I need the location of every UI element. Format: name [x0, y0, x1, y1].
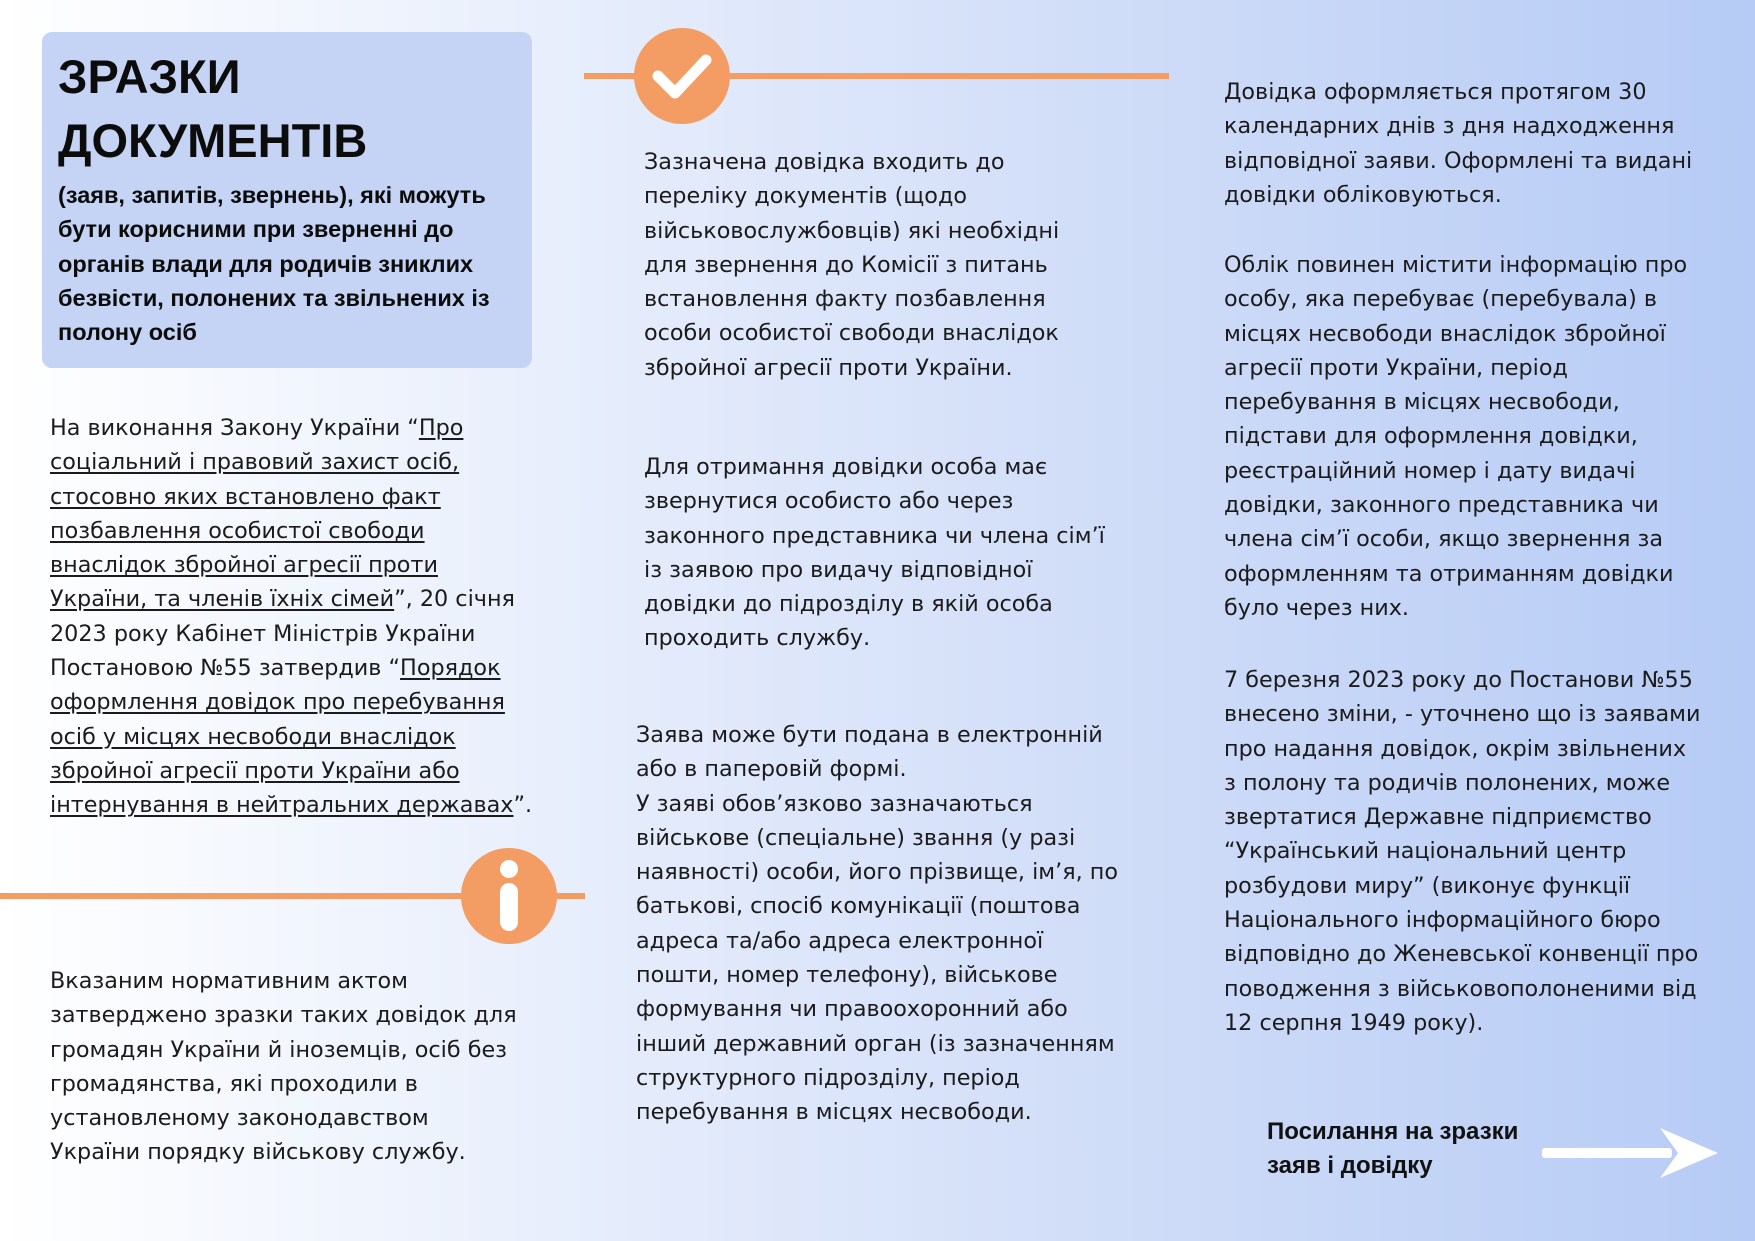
middle-paragraph-3a: Заява може бути подана в електронній або в паперовій формі.	[636, 722, 1103, 783]
arrow-right-icon[interactable]	[1540, 1128, 1720, 1178]
middle-paragraph-2: Для отримання довідки особа має звернутися особисто або через законного представника чи члена сім’ї із заявою про видачу відповідної довідки до підрозділу в якій особа проходить службу.	[644, 454, 1105, 652]
law-link[interactable]: Про соціальний і правовий захист осіб, стосовно яких встановлено факт позбавлення особистої свободи внаслідок збройної агресії проти України, та членів їхніх сімей	[50, 415, 464, 613]
page-title: ЗРАЗКИ ДОКУМЕНТІВ	[58, 50, 368, 167]
intro-suffix: ”.	[513, 792, 533, 819]
intro-prefix: На виконання Закону України “	[50, 415, 419, 441]
middle-paragraph-3b: У заяві обов’язково зазначаються військове (спеціальне) звання (у разі наявності) особи, його прізвище, ім’я, по батькові, спосіб комунікації (поштова адреса та/або адреса електронної пошти, номер телефону), військове формування чи правоохоронний або інший державний орган (із зазначенням структурного підрозділу, період перебування в місцях несвободи.	[636, 790, 1118, 1126]
middle-paragraph-3	[636, 718, 1126, 1130]
right-paragraph-3: 7 березня 2023 року до Постанови №55 внесено зміни, - уточнено що із заявами про надання довідок, окрім звільнених з полону та родичів полонених, може звертатися Державне підприємство “Український національний центр розбудови миру” (виконує функції Національного інформаційного бюро відповідно до Женевської конвенції про поводження з військовополоненими від 12 серпня 1949 року).	[1224, 667, 1701, 1036]
page-subtitle: (заяв, запитів, звернень), які можуть бути корисними при зверненні до органів влади для родичів зниклих безвісти, полонених та звільнених із полону осіб	[58, 182, 490, 346]
right-paragraph-2: Облік повинен містити інформацію про особу, яка перебуває (перебувала) в місцях несвободи внаслідок збройної агресії проти України, період перебування в місцях несвободи, підстави для оформлення довідки, реєстраційний номер і дату видачі довідки, законного представника чи члена сім’ї особи, якщо звернення за оформленням та отриманням довідки було через них.	[1224, 252, 1688, 621]
intro-paragraph	[50, 411, 540, 823]
order-link[interactable]: Порядок оформлення довідок про перебування осіб у місцях несвободи внаслідок збройної агресії проти України або інтернування в нейтральних державах	[50, 655, 514, 819]
middle-paragraph-1: Зазначена довідка входить до переліку документів (щодо військовослужбовців) які необхідні для звернення до Комісії з питань встановлення факту позбавлення особи особистої свободи внаслідок збройної агресії проти України.	[644, 149, 1060, 381]
samples-link[interactable]: Посилання на зразки заяв і довідку	[1267, 1118, 1519, 1179]
intro-middle: ”, 20 січня 2023 року Кабінет Міністрів України Постановою №55 затвердив “	[50, 586, 515, 682]
right-paragraph-1: Довідка оформляється протягом 30 календарних днів з дня надходження відповідної заяви. Оформлені та видані довідки обліковуються.	[1224, 79, 1693, 208]
bottom-left-paragraph: Вказаним нормативним актом затверджено зразки таких довідок для громадян України й іноземців, осіб без громадянства, які проходили в установленому законодавством України порядку військову службу.	[50, 968, 517, 1166]
info-icon	[461, 848, 557, 944]
check-icon	[634, 28, 730, 124]
